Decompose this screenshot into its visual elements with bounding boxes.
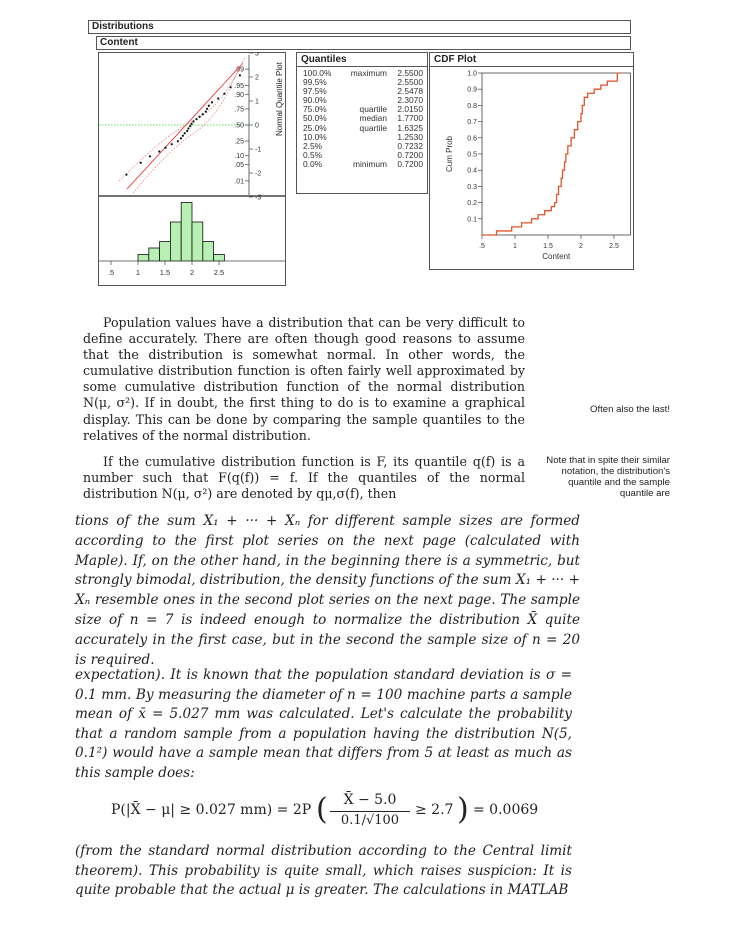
quantile-point: [211, 101, 213, 103]
quantile-pct: 0.0%: [303, 158, 323, 169]
quantile-point: [149, 155, 151, 157]
quantile-z-tick: 2: [255, 74, 259, 82]
quantile-point: [192, 120, 194, 122]
cdf-y-tick: 0.2: [467, 200, 477, 208]
quantile-pct: 100.0%: [303, 68, 332, 78]
quantile-row: [303, 160, 427, 169]
cdf-step-line: [482, 73, 621, 235]
paragraph-2: If the cumulative distribution function is F, its quantile q(f) is a number such that F(q(f)) = f. If the quantiles of the normal distribution N(μ, σ²) are denoted by qμ,σ(f), then: [83, 454, 525, 502]
quantile-point: [171, 143, 173, 145]
quantile-point: [190, 123, 192, 125]
quantile-z-tick: -3: [255, 194, 262, 202]
cdf-y-tick: 0.6: [467, 135, 477, 143]
quantile-name: minimum: [353, 158, 387, 169]
quantile-point: [177, 140, 179, 142]
quantiles-panel: [296, 52, 428, 194]
quantile-value: 1.6325: [397, 122, 423, 133]
cdf-y-tick: 0.7: [467, 119, 477, 127]
histogram-bar: [203, 242, 214, 262]
histogram-tick-label: 1: [135, 268, 141, 277]
histogram-bar: [160, 242, 171, 262]
cdf-y-tick: 0.5: [467, 151, 477, 159]
quantile-point: [208, 105, 210, 107]
cdf-y-tick: 0.4: [467, 167, 477, 175]
histogram-x-axis: [99, 261, 285, 277]
quantile-prob-tick: .90: [234, 91, 244, 99]
quantile-point: [182, 135, 184, 137]
cdf-y-tick: 0.1: [467, 216, 477, 224]
quantile-pct: 0.5%: [303, 149, 323, 160]
quantile-prob-tick: .50: [234, 122, 244, 130]
normal-quantile-label: Normal Quantile Plot: [275, 62, 284, 136]
histogram-tick-label: 2: [189, 268, 195, 277]
quantile-name: [339, 133, 387, 142]
quantile-prob-tick: .75: [234, 106, 244, 114]
content-header[interactable]: Content: [96, 36, 631, 50]
quantile-point: [125, 174, 127, 176]
quantile-value: 1.7700: [397, 113, 423, 124]
histogram-bar: [192, 222, 203, 261]
quantile-point: [239, 74, 241, 76]
quantile-z-tick: 1: [255, 98, 259, 106]
histogram-tick-label: 1.5: [159, 268, 171, 277]
quantile-prob-tick: .05: [234, 161, 244, 169]
quantile-name: [339, 87, 387, 96]
quantile-point: [199, 116, 201, 118]
quantiles-title[interactable]: Quantiles: [297, 53, 427, 67]
histogram-panel: [98, 52, 286, 286]
equation-numerator: X̄ − 5.0: [343, 792, 397, 808]
italic-block-3: (from the standard normal distribution according to the Central limit theorem). This probability is quite small, which raises suspicion: It is quite probable that the actual μ is greater. The calculations in MATLAB: [75, 843, 572, 899]
quantile-name: [339, 142, 387, 151]
histogram-bar: [149, 248, 160, 261]
equation-denominator: 0.1/√100: [340, 813, 400, 828]
probability-equation: P(|X̄ − μ| ≥ 0.027 mm) = 2P ( X̄ − 5.0 0.1/√100 ≥ 2.7 ) = 0.0069: [111, 792, 539, 828]
quantile-prob-tick: .10: [234, 153, 244, 161]
histogram-chart: [99, 53, 285, 285]
cdf-x-tick: .5: [479, 243, 485, 250]
cdf-y-label: Cum Prob: [445, 135, 454, 173]
quantile-value: 2.0150: [397, 104, 423, 115]
quantile-pct: 97.5%: [303, 86, 327, 97]
margin-note-1: Often also the last!: [590, 404, 670, 415]
cdf-chart: [430, 67, 633, 269]
quantile-point: [140, 162, 142, 164]
histogram-bar: [138, 255, 149, 262]
cdf-x-tick: 2.5: [609, 243, 619, 250]
quantile-point: [205, 111, 207, 113]
equation-inequality: ≥ 2.7: [415, 802, 454, 818]
report-title[interactable]: Distributions: [88, 20, 631, 34]
quantile-name: [339, 78, 387, 87]
quantile-pct: 75.0%: [303, 104, 327, 115]
italic-block-1: tions of the sum X₁ + ··· + Xₙ for different sample sizes are formed according to the first plot series on the next page (calculated with Maple). If, on the other hand, in the beginning there is a symmetric, but strongly bimodal, distribution, the density functions of the sum X₁ + ··· + Xₙ resemble ones in the second plot series on the next page. The sample size of n = 7 is indeed enough to normalize the distribution X̄ quite accurately in the first case, but in the second the sample size of n = 20 is required.: [75, 513, 580, 668]
quantile-point: [184, 132, 186, 134]
quantile-pct: 2.5%: [303, 140, 323, 151]
quantile-value: 0.7200: [397, 158, 423, 169]
cdf-y-tick: 0.3: [467, 183, 477, 191]
quantile-value: 2.5478: [397, 86, 423, 97]
quantile-prob-tick: .95: [234, 83, 244, 91]
histogram-tick-label: 2.5: [213, 268, 225, 277]
quantile-pct: 99.5%: [303, 77, 327, 88]
quantile-point: [187, 127, 189, 129]
quantile-point: [230, 86, 232, 88]
cdf-y-tick: 0.8: [467, 102, 477, 110]
quantile-value: 1.2530: [397, 131, 423, 142]
quantile-z-tick: 3: [255, 53, 259, 58]
normal-quantile-plot: [99, 53, 261, 202]
quantile-name: median: [359, 113, 387, 124]
quantile-value: 0.7232: [397, 140, 423, 151]
quantile-value: 2.5500: [397, 68, 423, 78]
cdf-x-tick: 2: [579, 243, 583, 250]
cdf-plot: [445, 71, 631, 262]
quantile-name: quartile: [359, 104, 387, 115]
quantile-point: [158, 150, 160, 152]
cdf-y-tick: 1.0: [467, 70, 477, 78]
quantile-point: [195, 118, 197, 120]
margin-note-2: Note that in spite their similar notation, the distribution's quantile and the sample quantile are: [546, 455, 670, 499]
histogram-tick-label: .5: [107, 268, 115, 277]
cdf-y-tick: 0.9: [467, 86, 477, 94]
quantile-point: [180, 137, 182, 139]
equation-lhs: P(|X̄ − μ| ≥ 0.027 mm) = 2P: [111, 802, 312, 818]
cdf-x-tick: 1: [513, 243, 517, 250]
quantile-point: [164, 147, 166, 149]
italic-block-2: expectation). It is known that the population standard deviation is σ = 0.1 mm. By measuring the diameter of n = 100 machine parts a sample mean of x̄ = 5.027 mm was calculated. Let's calculate the probability that a random sample from a population having the distribution N(5, 0.1²) would have a sample mean that differs from 5 at least as much as this sample does:: [75, 667, 572, 781]
quantiles-table: [297, 67, 427, 169]
quantile-name: maximum: [350, 68, 387, 78]
histogram-bar: [214, 255, 225, 262]
histogram-bar: [181, 203, 192, 262]
cdf-panel: [429, 52, 634, 270]
quantile-prob-tick: .25: [234, 138, 244, 146]
quantile-value: 0.7200: [397, 149, 423, 160]
quantile-pct: 10.0%: [303, 131, 327, 142]
equation-result: = 0.0069: [473, 802, 539, 818]
quantile-pct: 90.0%: [303, 95, 327, 106]
quantile-z-tick: 0: [255, 122, 259, 130]
quantile-point: [206, 108, 208, 110]
quantile-prob-tick: .99: [234, 66, 244, 74]
quantile-pct: 50.0%: [303, 113, 327, 124]
quantile-point: [202, 113, 204, 115]
paragraph-1: Population values have a distribution that can be very difficult to define accurately. There are often though good reasons to assume that the distribution is somewhat normal. In other words, the cumulative distribution function is often fairly well approximated by some cumulative distribution function of the normal distribution N(μ, σ²). If in doubt, the first thing to do is to examine a graphical display. This can be done by comparing the sample quantiles to the relatives of the normal distribution.: [83, 315, 525, 443]
quantile-z-tick: -2: [255, 170, 262, 178]
quantile-z-tick: -1: [255, 146, 262, 154]
histogram-bars: [138, 203, 224, 262]
quantile-point: [186, 130, 188, 132]
quantile-name: quartile: [359, 122, 387, 133]
quantile-point: [223, 93, 225, 95]
quantile-pct: 25.0%: [303, 122, 327, 133]
quantile-value: 2.3070: [397, 95, 423, 106]
histogram-bar: [170, 222, 181, 261]
quantile-value: 2.5500: [397, 77, 423, 88]
quantile-prob-tick: .01: [234, 178, 244, 186]
cdf-x-label: Content: [542, 252, 571, 261]
cdf-title[interactable]: CDF Plot: [430, 53, 633, 67]
quantile-point: [217, 97, 219, 99]
quantile-point: [189, 125, 191, 127]
cdf-x-tick: 1.5: [543, 243, 553, 250]
